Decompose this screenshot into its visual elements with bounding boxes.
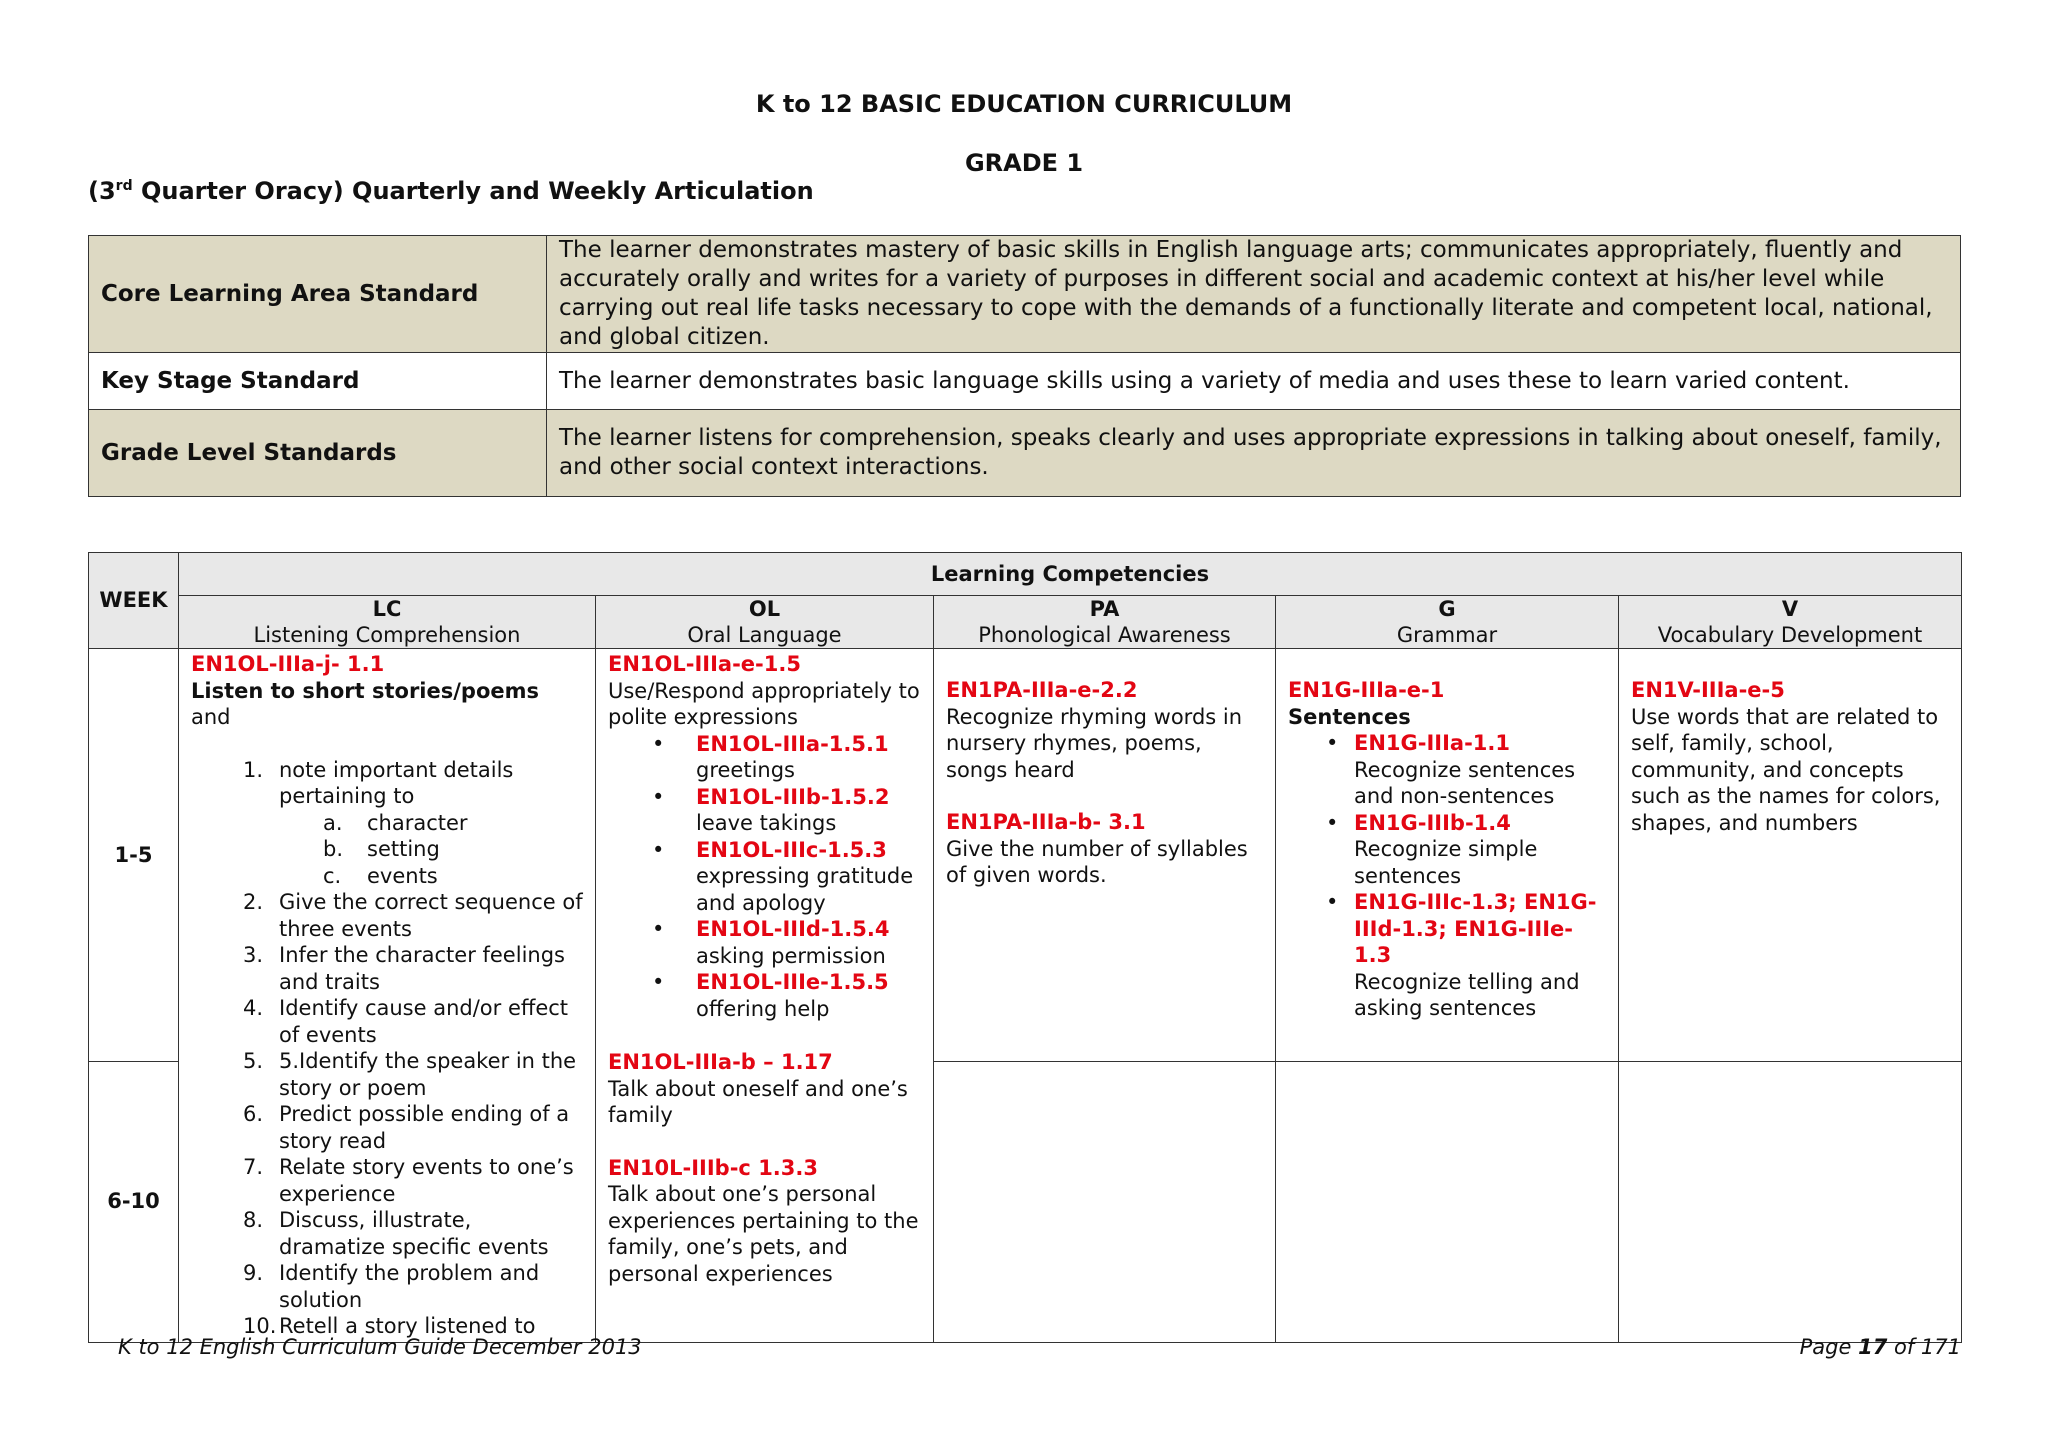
ol-text: Talk about oneself and one’s family <box>608 1076 908 1127</box>
competencies-table <box>88 552 1962 1343</box>
footer-page-number: Page 17 of 171 <box>1799 1335 1961 1359</box>
grade-title: GRADE 1 <box>964 149 1084 177</box>
column-header-g: G Grammar <box>1276 596 1619 649</box>
standard-label: Key Stage Standard <box>89 353 547 410</box>
list-item: b. setting <box>323 837 440 861</box>
g-cell-empty <box>1276 1061 1619 1342</box>
v-code: EN1V-IIIa-e-5 <box>1631 678 1785 702</box>
list-item: • EN1G-IIIb-1.4 Recognize simple sentences <box>1326 810 1538 888</box>
list-item: 3. Infer the character feelings and traits <box>243 943 565 994</box>
list-item: 4. Identify cause and/or effect of events <box>243 996 569 1047</box>
standards-row <box>89 410 1961 497</box>
pa-text: Recognize rhyming words in nursery rhymes, poems, songs heard <box>946 704 1243 782</box>
list-item: • EN1OL-IIIb-1.5.2 leave takings <box>652 784 890 835</box>
ol-code: EN10L-IIIb-c 1.3.3 <box>608 1155 818 1180</box>
g-cell <box>1276 649 1619 1062</box>
v-cell-empty <box>1619 1061 1962 1342</box>
pa-cell-empty <box>934 1061 1276 1342</box>
v-cell <box>1619 649 1962 1062</box>
standard-text: The learner listens for comprehension, speaks clearly and uses appropriate expressions in talking about oneself, family, and other social context interactions. <box>547 410 1961 497</box>
document-title: K to 12 BASIC EDUCATION CURRICULUM <box>755 90 1293 118</box>
standard-text: The learner demonstrates basic language skills using a variety of media and uses these to learn varied content. <box>547 353 1961 410</box>
list-item: 9. Identify the problem and solution <box>243 1261 540 1312</box>
standard-label: Core Learning Area Standard <box>89 236 547 353</box>
list-item: • EN1OL-IIIa-1.5.1 greetings <box>652 731 889 782</box>
lc-list <box>191 757 583 1340</box>
list-item: 10. Retell a story listened to <box>243 1314 536 1338</box>
ol-cell <box>596 649 934 1343</box>
column-header-ol: OL Oral Language <box>596 596 934 649</box>
ol-intro: Use/Respond appropriately to polite expressions <box>608 678 920 729</box>
ol-list <box>608 731 921 1023</box>
section-subtitle: (3rd Quarter Oracy) Quarterly and Weekly Articulation <box>88 177 814 205</box>
standard-text: The learner demonstrates mastery of basic skills in English language arts; communicates appropriately, fluently and accurately orally and writes for a variety of purposes in different social and academic context at his/her level while carrying out real life tasks necessary to cope with the demands of a functionally literate and competent local, national, and global citizen. <box>547 236 1961 353</box>
list-item: • EN1G-IIIc-1.3; EN1G-IIId-1.3; EN1G-IIIe-1.3 Recognize telling and asking sentences <box>1326 890 1597 1020</box>
week-label: 6-10 <box>89 1061 179 1342</box>
list-item: • EN1OL-IIIc-1.5.3 expressing gratitude and apology <box>652 837 914 915</box>
standards-table <box>88 235 1961 497</box>
list-item: • EN1OL-IIId-1.5.4 asking permission <box>652 917 890 968</box>
week-label: 1-5 <box>89 649 179 1062</box>
column-header-v: V Vocabulary Development <box>1619 596 1962 649</box>
ol-text: Talk about one’s personal experiences pertaining to the family, one’s pets, and personal experiences <box>608 1182 919 1286</box>
lc-code: EN1OL-IIIa-j- 1.1 <box>191 652 385 676</box>
pa-cell <box>934 649 1276 1062</box>
ol-code: EN1OL-IIIa-e-1.5 <box>608 652 801 676</box>
list-item: c. events <box>323 863 438 888</box>
g-title: Sentences <box>1288 704 1411 729</box>
pa-text: Give the number of syllables of given words. <box>946 836 1248 887</box>
week-row <box>89 649 1962 1062</box>
list-item: 1. note important details pertaining to a. character b. setting c. events <box>243 757 583 890</box>
list-item: 7. Relate story events to one’s experience <box>243 1155 574 1206</box>
standards-row <box>89 236 1961 353</box>
lc-intro: Listen to short stories/poems and <box>191 678 539 729</box>
v-text: Use words that are related to self, family, school, community, and concepts such as the names for colors, shapes, and numbers <box>1631 704 1941 835</box>
list-item: • EN1OL-IIIe-1.5.5 offering help <box>652 970 889 1021</box>
ol-code: EN1OL-IIIa-b – 1.17 <box>608 1050 833 1074</box>
lc-sublist <box>279 810 583 890</box>
g-code: EN1G-IIIa-e-1 <box>1288 678 1445 702</box>
column-header-pa: PA Phonological Awareness <box>934 596 1276 649</box>
standards-row <box>89 353 1961 410</box>
pa-code: EN1PA-IIIa-e-2.2 <box>946 678 1138 702</box>
learning-competencies-header: Learning Competencies <box>179 553 1962 596</box>
footer-guide-title: K to 12 English Curriculum Guide December 2013 <box>118 1335 642 1359</box>
g-list <box>1288 730 1606 1022</box>
list-item: 2. Give the correct sequence of three events <box>243 890 583 941</box>
list-item: • EN1G-IIIa-1.1 Recognize sentences and non-sentences <box>1326 731 1576 808</box>
standard-label: Grade Level Standards <box>89 410 547 497</box>
week-header: WEEK <box>89 553 179 649</box>
list-item: 6. Predict possible ending of a story read <box>243 1102 570 1153</box>
list-item: 5. 5.Identify the speaker in the story or poem <box>243 1049 577 1100</box>
list-item: a. character <box>323 810 468 835</box>
lc-cell <box>179 649 596 1343</box>
column-header-lc: LC Listening Comprehension <box>179 596 596 649</box>
pa-code: EN1PA-IIIa-b- 3.1 <box>946 810 1146 834</box>
list-item: 8. Discuss, illustrate, dramatize specific events <box>243 1208 549 1259</box>
